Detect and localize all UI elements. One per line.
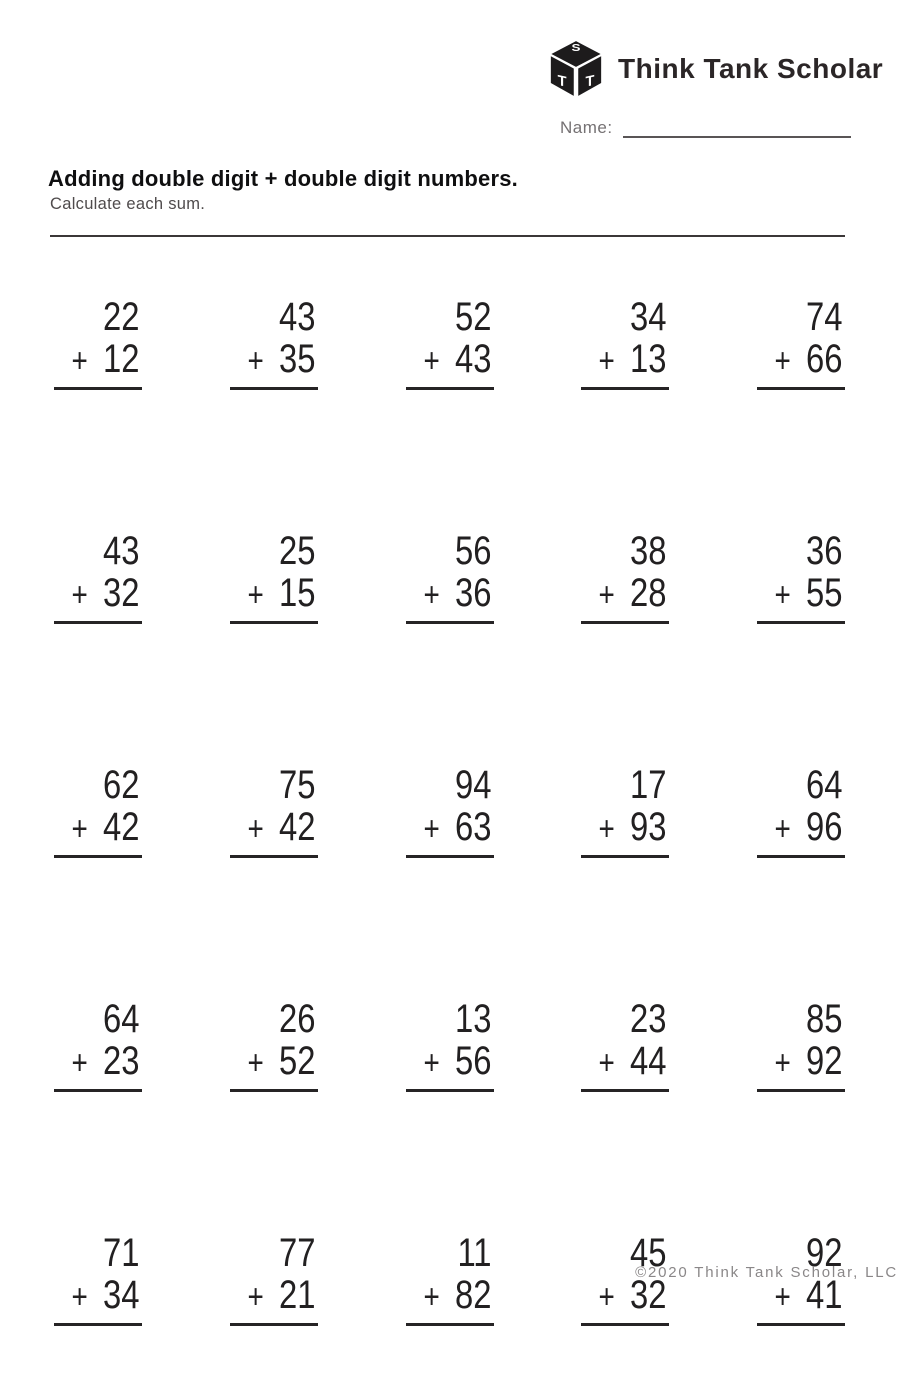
problem-numbers	[246, 296, 318, 382]
math-problem	[581, 998, 669, 1152]
addend-top: 62	[103, 763, 140, 807]
answer-space[interactable]	[581, 1092, 669, 1152]
answer-space[interactable]	[757, 624, 845, 684]
plus-operator: +	[247, 1044, 264, 1082]
plus-operator: +	[422, 1278, 440, 1316]
addend-bottom: 35	[278, 337, 316, 381]
answer-space[interactable]	[757, 390, 845, 450]
plus-operator: +	[774, 576, 791, 614]
problem-numbers	[246, 1232, 318, 1318]
problem-numbers	[70, 1232, 142, 1318]
addend-bottom: 41	[806, 1273, 843, 1317]
answer-space[interactable]	[757, 858, 845, 918]
addend-bottom: 44	[630, 1039, 667, 1083]
plus-operator: +	[598, 1044, 616, 1082]
addend-bottom: 93	[630, 805, 667, 849]
brand-header	[548, 40, 883, 97]
cube-dice-icon	[548, 40, 604, 97]
addend-bottom: 82	[454, 1273, 492, 1317]
answer-space[interactable]	[581, 624, 669, 684]
addend-top: 45	[630, 1231, 667, 1275]
math-problem	[230, 296, 318, 450]
answer-space[interactable]	[54, 1092, 142, 1152]
addend-top: 11	[456, 1231, 492, 1275]
answer-space[interactable]	[230, 390, 318, 450]
addend-top: 23	[630, 997, 667, 1041]
math-problem	[230, 998, 318, 1152]
math-problem	[406, 998, 494, 1152]
addend-top: 77	[278, 1231, 316, 1275]
answer-space[interactable]	[54, 1326, 142, 1386]
math-problem	[230, 530, 318, 684]
answer-space[interactable]	[757, 1092, 845, 1152]
math-problem	[757, 1232, 845, 1386]
addend-top: 85	[806, 997, 843, 1041]
math-problem	[230, 1232, 318, 1386]
answer-space[interactable]	[406, 390, 494, 450]
problem-numbers	[597, 764, 669, 850]
addend-bottom: 32	[103, 571, 140, 615]
addend-top: 22	[103, 295, 140, 339]
math-problem	[757, 530, 845, 684]
addend-top: 26	[278, 997, 316, 1041]
addend-top: 75	[278, 763, 316, 807]
addend-bottom: 15	[278, 571, 316, 615]
plus-operator: +	[774, 1278, 791, 1316]
plus-operator: +	[247, 576, 264, 614]
problem-numbers	[70, 998, 142, 1084]
answer-space[interactable]	[230, 858, 318, 918]
math-problem	[757, 764, 845, 918]
worksheet-subtitle: Calculate each sum.	[50, 195, 206, 213]
name-field-row	[560, 118, 851, 138]
plus-operator: +	[71, 576, 88, 614]
name-label: Name:	[560, 118, 613, 137]
addend-top: 25	[278, 529, 316, 573]
answer-space[interactable]	[406, 1326, 494, 1386]
plus-operator: +	[422, 810, 440, 848]
addend-bottom: 23	[103, 1039, 140, 1083]
addend-top: 94	[454, 763, 492, 807]
addend-top: 43	[103, 529, 140, 573]
math-problem	[406, 764, 494, 918]
addend-bottom: 34	[103, 1273, 140, 1317]
addend-top: 52	[454, 295, 492, 339]
problem-numbers	[597, 530, 669, 616]
problem-numbers	[773, 764, 845, 850]
addend-top: 92	[806, 1231, 843, 1275]
answer-space[interactable]	[581, 858, 669, 918]
math-problem	[54, 1232, 142, 1386]
addend-top: 43	[278, 295, 316, 339]
math-problem	[581, 764, 669, 918]
plus-operator: +	[598, 576, 616, 614]
answer-space[interactable]	[406, 624, 494, 684]
problems-grid	[54, 296, 845, 1386]
problem-numbers	[246, 764, 318, 850]
plus-operator: +	[71, 1278, 88, 1316]
addend-top: 34	[630, 295, 667, 339]
math-problem	[54, 296, 142, 450]
problem-numbers	[246, 998, 318, 1084]
addend-bottom: 21	[278, 1273, 316, 1317]
addend-bottom: 28	[630, 571, 667, 615]
addend-bottom: 52	[278, 1039, 316, 1083]
math-problem	[406, 296, 494, 450]
math-problem	[54, 764, 142, 918]
addend-bottom: 63	[454, 805, 492, 849]
problem-numbers	[597, 998, 669, 1084]
problem-numbers	[246, 530, 318, 616]
problem-numbers	[70, 296, 142, 382]
plus-operator: +	[774, 342, 791, 380]
addend-bottom: 43	[454, 337, 492, 381]
plus-operator: +	[71, 342, 88, 380]
answer-space[interactable]	[230, 624, 318, 684]
addend-bottom: 42	[278, 805, 316, 849]
addend-bottom: 92	[806, 1039, 843, 1083]
brand-name: Think Tank Scholar	[618, 52, 884, 84]
plus-operator: +	[774, 1044, 791, 1082]
problem-numbers	[70, 530, 142, 616]
problem-numbers	[421, 1232, 493, 1318]
math-problem	[406, 530, 494, 684]
addend-bottom: 96	[806, 805, 843, 849]
addend-bottom: 55	[806, 571, 843, 615]
problem-numbers	[421, 530, 493, 616]
addend-bottom: 36	[454, 571, 492, 615]
math-problem	[230, 764, 318, 918]
answer-space[interactable]	[757, 1326, 845, 1386]
worksheet-title: Adding double digit + double digit numbers.	[48, 166, 518, 191]
math-problem	[757, 998, 845, 1152]
addend-bottom: 12	[103, 337, 140, 381]
problem-numbers	[70, 764, 142, 850]
math-problem	[581, 1232, 669, 1386]
answer-space[interactable]	[581, 1326, 669, 1386]
plus-operator: +	[247, 810, 264, 848]
plus-operator: +	[71, 810, 88, 848]
addend-bottom: 42	[103, 805, 140, 849]
answer-space[interactable]	[54, 624, 142, 684]
cube-letter-left: T	[557, 73, 567, 91]
answer-space[interactable]	[54, 858, 142, 918]
addend-bottom: 32	[630, 1273, 667, 1317]
copyright-text: ©2020 Think Tank Scholar, LLC	[635, 1264, 898, 1281]
math-problem	[581, 296, 669, 450]
problem-numbers	[773, 530, 845, 616]
addend-top: 56	[454, 529, 492, 573]
problem-numbers	[421, 296, 493, 382]
addend-top: 13	[454, 997, 492, 1041]
addend-bottom: 56	[454, 1039, 492, 1083]
plus-operator: +	[598, 810, 616, 848]
addend-top: 71	[103, 1231, 140, 1275]
plus-operator: +	[598, 342, 616, 380]
addend-bottom: 66	[806, 337, 843, 381]
addend-top: 64	[103, 997, 140, 1041]
plus-operator: +	[247, 342, 264, 380]
header-divider	[50, 235, 845, 237]
addend-top: 74	[806, 295, 843, 339]
problem-numbers	[597, 296, 669, 382]
plus-operator: +	[422, 342, 440, 380]
problem-numbers	[773, 998, 845, 1084]
answer-space[interactable]	[406, 1092, 494, 1152]
math-problem	[757, 296, 845, 450]
plus-operator: +	[774, 810, 791, 848]
math-problem	[581, 530, 669, 684]
answer-space[interactable]	[54, 390, 142, 450]
problem-numbers	[773, 296, 845, 382]
problem-numbers	[421, 764, 493, 850]
addend-top: 38	[630, 529, 667, 573]
addend-bottom: 13	[630, 337, 667, 381]
plus-operator: +	[71, 1044, 88, 1082]
cube-letter-right: T	[585, 73, 595, 91]
plus-operator: +	[598, 1278, 616, 1316]
answer-space[interactable]	[230, 1326, 318, 1386]
problem-numbers	[421, 998, 493, 1084]
cube-letter-top: S	[571, 42, 581, 54]
addend-top: 17	[630, 763, 667, 807]
answer-space[interactable]	[581, 390, 669, 450]
plus-operator: +	[422, 1044, 440, 1082]
plus-operator: +	[247, 1278, 264, 1316]
answer-space[interactable]	[406, 858, 494, 918]
math-problem	[54, 998, 142, 1152]
plus-operator: +	[422, 576, 440, 614]
answer-space[interactable]	[230, 1092, 318, 1152]
math-problem	[54, 530, 142, 684]
addend-top: 36	[806, 529, 843, 573]
name-input-line[interactable]	[623, 122, 851, 138]
addend-top: 64	[806, 763, 843, 807]
math-problem	[406, 1232, 494, 1386]
